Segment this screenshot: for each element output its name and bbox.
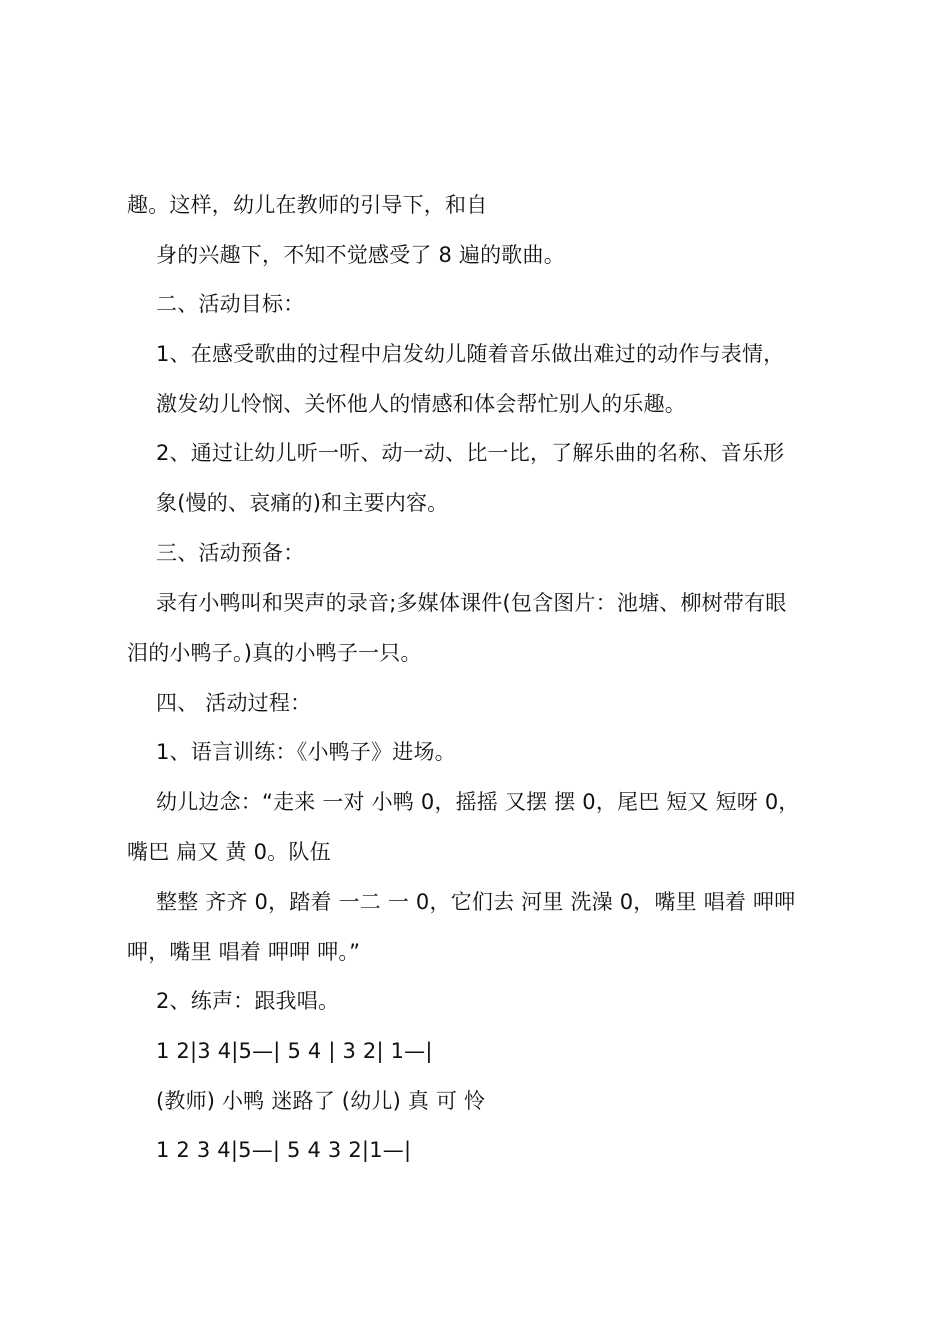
section-heading-goals: 二、活动目标： xyxy=(156,292,305,316)
text-line-chant-2-cont: 呷，嘴里 唱着 呷呷 呷。” xyxy=(127,940,361,964)
notation-line-2: 1 2 3 4|5—| 5 4 3 2|1—| xyxy=(156,1138,412,1162)
text-line-continuation: 趣。这样，幼儿在教师的引导下，和自 xyxy=(127,193,488,217)
list-item-step-2: 2、练声：跟我唱。 xyxy=(156,989,340,1013)
text-line-chant-2: 整整 齐齐 0，踏着 一二 一 0，它们去 河里 洗澡 0，嘴里 唱着 呷呷 xyxy=(156,890,796,914)
notation-line-1: 1 2|3 4|5—| 5 4 | 3 2| 1—| xyxy=(156,1039,433,1063)
text-line-preparation-cont: 泪的小鸭子。)真的小鸭子一只。 xyxy=(127,641,422,665)
section-heading-preparation: 三、活动预备： xyxy=(156,541,305,565)
list-item-goal-2: 2、通过让幼儿听一听、动一动、比一比，了解乐曲的名称、音乐形 xyxy=(156,441,785,465)
text-line: 身的兴趣下，不知不觉感受了 8 遍的歌曲。 xyxy=(156,243,565,267)
list-item-goal-2-cont: 象(慢的、哀痛的)和主要内容。 xyxy=(156,491,449,515)
text-line-preparation: 录有小鸭叫和哭声的录音;多媒体课件(包含图片：池塘、柳树带有眼 xyxy=(156,591,787,615)
text-line-chant: 幼儿边念：“走来 一对 小鸭 0，摇摇 又摆 摆 0，尾巴 短又 短呀 0， xyxy=(156,790,800,814)
lyrics-line: (教师) 小鸭 迷路了 (幼儿) 真 可 怜 xyxy=(156,1089,486,1113)
list-item-step-1: 1、语言训练：《小鸭子》进场。 xyxy=(156,740,456,764)
list-item-goal-1: 1、在感受歌曲的过程中启发幼儿随着音乐做出难过的动作与表情， xyxy=(156,342,785,366)
list-item-goal-1-cont: 激发幼儿怜悯、关怀他人的情感和体会帮忙别人的乐趣。 xyxy=(156,392,686,416)
text-line-chant-cont: 嘴巴 扁又 黄 0。队伍 xyxy=(127,840,331,864)
section-heading-process: 四、 活动过程： xyxy=(156,691,312,715)
